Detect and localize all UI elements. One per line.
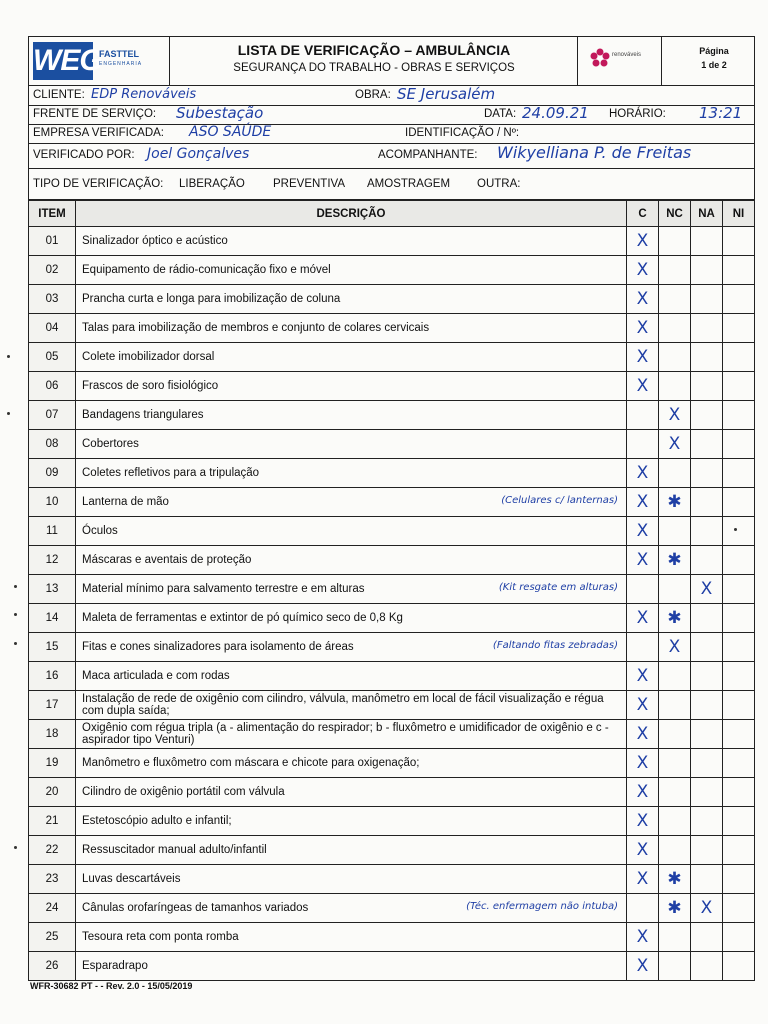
item-description: [76, 575, 627, 604]
item-description: [76, 749, 627, 778]
table-header-row: [29, 201, 755, 227]
mark-ni: [723, 401, 755, 430]
mark-nc: [659, 430, 691, 459]
obra-value: SE Jerusalém: [397, 85, 496, 103]
verificado-row: [29, 143, 754, 169]
table-row: [29, 894, 755, 923]
table-row: [29, 662, 755, 691]
horario-value: 13:21: [699, 104, 743, 122]
mark-c: [627, 691, 659, 720]
handwritten-note: (Faltando fitas zebradas): [492, 640, 618, 651]
check-mark: X: [636, 491, 649, 512]
item-number: 21: [29, 807, 76, 836]
item-description: [76, 401, 627, 430]
item-number: 20: [29, 778, 76, 807]
header-descricao: DESCRIÇÃO: [76, 201, 627, 227]
item-description: [76, 285, 627, 314]
table-row: [29, 952, 755, 981]
mark-na: [691, 546, 723, 575]
mark-nc: [659, 749, 691, 778]
mark-ni: [723, 894, 755, 923]
mark-nc: [659, 285, 691, 314]
weg-logo: WEG: [33, 42, 93, 80]
table-row: [29, 749, 755, 778]
check-mark: X: [668, 404, 681, 425]
item-number: 12: [29, 546, 76, 575]
mark-c: [627, 488, 659, 517]
mark-na: [691, 343, 723, 372]
item-number: 06: [29, 372, 76, 401]
mark-na: [691, 836, 723, 865]
verificado-value: Joel Gonçalves: [147, 146, 250, 162]
mark-ni: [723, 749, 755, 778]
mark-na: [691, 227, 723, 256]
mark-c: [627, 662, 659, 691]
mark-ni: [723, 604, 755, 633]
check-mark: X: [636, 607, 649, 628]
mark-c: [627, 372, 659, 401]
table-row: [29, 285, 755, 314]
mark-na: [691, 256, 723, 285]
mark-ni: [723, 372, 755, 401]
item-description-text: Ressuscitador manual adulto/infantil: [82, 844, 267, 856]
check-mark: X: [636, 694, 649, 715]
mark-na: [691, 285, 723, 314]
fasttel-logo: FASTTEL: [99, 49, 139, 59]
table-row: [29, 343, 755, 372]
margin-dot: [7, 355, 10, 358]
table-row: [29, 778, 755, 807]
item-description: [76, 952, 627, 981]
mark-ni: [723, 459, 755, 488]
check-mark: ✱: [667, 607, 682, 628]
acompanhante-value: Wikyelliana P. de Freitas: [497, 143, 692, 162]
check-mark: X: [700, 897, 713, 918]
mark-na: [691, 633, 723, 662]
mark-na: [691, 575, 723, 604]
item-description-text: Luvas descartáveis: [82, 873, 181, 885]
mark-na: [691, 430, 723, 459]
mark-c: [627, 575, 659, 604]
table-row: [29, 604, 755, 633]
table-row: [29, 430, 755, 459]
mark-na: [691, 749, 723, 778]
check-mark: X: [636, 259, 649, 280]
checklist-table: [28, 200, 755, 981]
mark-c: [627, 604, 659, 633]
margin-dot: [14, 642, 17, 645]
item-number: 04: [29, 314, 76, 343]
item-description: [76, 256, 627, 285]
check-mark: X: [636, 346, 649, 367]
handwritten-note: (Kit resgate em alturas): [498, 582, 618, 593]
item-number: 03: [29, 285, 76, 314]
page-number: 1 de 2: [701, 60, 727, 70]
item-description-text: Máscaras e aventais de proteção: [82, 554, 252, 566]
table-row: [29, 633, 755, 662]
check-mark: X: [636, 665, 649, 686]
data-value: 24.09.21: [522, 104, 589, 122]
mark-nc: [659, 256, 691, 285]
item-description-text: Cobertores: [82, 438, 139, 450]
tipo-amostragem: AMOSTRAGEM: [367, 178, 451, 190]
table-row: [29, 372, 755, 401]
item-description: [76, 633, 627, 662]
mark-ni: [723, 517, 755, 546]
mark-nc: [659, 517, 691, 546]
item-description-text: Cânulas orofaríngeas de tamanhos variados: [82, 902, 309, 914]
document-header: [28, 36, 755, 86]
mark-ni: [723, 778, 755, 807]
mark-na: [691, 604, 723, 633]
table-row: [29, 836, 755, 865]
mark-nc: [659, 575, 691, 604]
check-mark: X: [636, 549, 649, 570]
tipo-liberacao: LIBERAÇÃO: [179, 178, 245, 190]
item-description-text: Tesoura reta com ponta romba: [82, 931, 239, 943]
frente-label: FRENTE DE SERVIÇO:: [33, 108, 157, 120]
mark-c: [627, 285, 659, 314]
mark-ni: [723, 430, 755, 459]
check-mark: X: [636, 781, 649, 802]
mark-ni: [723, 546, 755, 575]
item-number: 07: [29, 401, 76, 430]
empresa-row: [29, 124, 754, 144]
handwritten-note: (Celulares c/ lanternas): [501, 495, 618, 506]
item-description: [76, 314, 627, 343]
mark-ni: [723, 952, 755, 981]
table-row: [29, 314, 755, 343]
mark-nc: [659, 488, 691, 517]
check-mark: X: [636, 955, 649, 976]
item-description: [76, 662, 627, 691]
mark-c: [627, 459, 659, 488]
mark-ni: [723, 807, 755, 836]
mark-na: [691, 778, 723, 807]
mark-ni: [723, 488, 755, 517]
mark-nc: [659, 546, 691, 575]
item-description-text: Instalação de rede de oxigênio com cilindro, válvula, manômetro em local de fácil visualização e régua com dupla saída;: [82, 693, 604, 717]
frente-value: Subestação: [176, 104, 264, 122]
margin-dot: [14, 846, 17, 849]
item-description-text: Maleta de ferramentas e extintor de pó químico seco de 0,8 Kg: [82, 612, 403, 624]
mark-nc: [659, 604, 691, 633]
item-description: [76, 807, 627, 836]
item-number: 14: [29, 604, 76, 633]
check-mark: X: [636, 752, 649, 773]
item-description-text: Frascos de soro fisiológico: [82, 380, 219, 392]
check-mark: X: [700, 578, 713, 599]
item-description-text: Sinalizador óptico e acústico: [82, 235, 228, 247]
header-ni: NI: [723, 201, 755, 227]
item-number: 16: [29, 662, 76, 691]
item-number: 02: [29, 256, 76, 285]
check-mark: X: [636, 288, 649, 309]
item-description-text: Colete imobilizador dorsal: [82, 351, 215, 363]
check-mark: X: [636, 230, 649, 251]
item-description: [76, 778, 627, 807]
item-number: 24: [29, 894, 76, 923]
mark-c: [627, 227, 659, 256]
mark-ni: [723, 575, 755, 604]
check-mark: X: [636, 317, 649, 338]
margin-dot: [14, 613, 17, 616]
mark-c: [627, 256, 659, 285]
check-mark: X: [636, 375, 649, 396]
mark-na: [691, 720, 723, 749]
item-number: 17: [29, 691, 76, 720]
item-number: 09: [29, 459, 76, 488]
check-mark: X: [668, 636, 681, 657]
item-description: [76, 604, 627, 633]
mark-c: [627, 894, 659, 923]
item-number: 11: [29, 517, 76, 546]
item-description-text: Material mínimo para salvamento terrestre e em alturas: [82, 583, 365, 595]
document-subtitle: SEGURANÇA DO TRABALHO - OBRAS E SERVIÇOS: [233, 62, 515, 74]
table-row: [29, 865, 755, 894]
mark-nc: [659, 459, 691, 488]
mark-nc: [659, 372, 691, 401]
empresa-label: EMPRESA VERIFICADA:: [33, 127, 165, 139]
mark-c: [627, 517, 659, 546]
mark-nc: [659, 662, 691, 691]
check-mark: ✱: [667, 897, 682, 918]
mark-nc: [659, 401, 691, 430]
info-block: [28, 86, 755, 200]
mark-nc: [659, 314, 691, 343]
mark-na: [691, 401, 723, 430]
margin-dot: [14, 585, 17, 588]
mark-nc: [659, 865, 691, 894]
mark-nc: [659, 894, 691, 923]
header-nc: NC: [659, 201, 691, 227]
item-description-text: Estetoscópio adulto e infantil;: [82, 815, 232, 827]
document-footer: WFR-30682 PT - - Rev. 2.0 - 15/05/2019: [30, 981, 193, 991]
item-number: 15: [29, 633, 76, 662]
mark-nc: [659, 227, 691, 256]
mark-na: [691, 923, 723, 952]
mark-ni: [723, 662, 755, 691]
item-description: [76, 517, 627, 546]
cliente-value: EDP Renováveis: [91, 87, 197, 102]
item-description: [76, 720, 627, 749]
margin-dot: [734, 528, 737, 531]
mark-c: [627, 314, 659, 343]
item-number: 01: [29, 227, 76, 256]
mark-na: [691, 372, 723, 401]
item-description: [76, 865, 627, 894]
cliente-row: [29, 86, 754, 106]
table-row: [29, 401, 755, 430]
table-row: [29, 256, 755, 285]
item-description-text: Talas para imobilização de membros e conjunto de colares cervicais: [82, 322, 430, 334]
check-mark: X: [636, 868, 649, 889]
mark-nc: [659, 720, 691, 749]
table-row: [29, 575, 755, 604]
check-mark: ✱: [667, 491, 682, 512]
mark-na: [691, 691, 723, 720]
mark-na: [691, 865, 723, 894]
mark-na: [691, 459, 723, 488]
data-label: DATA:: [484, 108, 517, 120]
mark-ni: [723, 256, 755, 285]
mark-c: [627, 952, 659, 981]
mark-na: [691, 517, 723, 546]
mark-nc: [659, 923, 691, 952]
table-row: [29, 517, 755, 546]
mark-nc: [659, 343, 691, 372]
check-mark: X: [636, 462, 649, 483]
mark-nc: [659, 778, 691, 807]
renovaveis-flower-icon: [589, 47, 611, 69]
empresa-value: ASO SAÚDE: [189, 124, 272, 140]
margin-dot: [7, 412, 10, 415]
tipo-label: TIPO DE VERIFICAÇÃO:: [33, 178, 164, 190]
check-mark: X: [636, 926, 649, 947]
item-description: [76, 923, 627, 952]
mark-nc: [659, 633, 691, 662]
mark-ni: [723, 633, 755, 662]
item-number: 18: [29, 720, 76, 749]
item-description-text: Maca articulada e com rodas: [82, 670, 230, 682]
item-description: [76, 227, 627, 256]
mark-ni: [723, 343, 755, 372]
mark-c: [627, 923, 659, 952]
item-description-text: Cilindro de oxigênio portátil com válvula: [82, 786, 285, 798]
item-description-text: Equipamento de rádio-comunicação fixo e móvel: [82, 264, 331, 276]
mark-ni: [723, 720, 755, 749]
item-description: [76, 459, 627, 488]
item-description-text: Esparadrapo: [82, 960, 148, 972]
mark-c: [627, 401, 659, 430]
item-description-text: Lanterna de mão: [82, 496, 169, 508]
item-description: [76, 488, 627, 517]
check-mark: X: [668, 433, 681, 454]
check-mark: X: [636, 810, 649, 831]
mark-nc: [659, 952, 691, 981]
mark-na: [691, 314, 723, 343]
mark-c: [627, 865, 659, 894]
check-mark: X: [636, 723, 649, 744]
table-row: [29, 459, 755, 488]
check-mark: ✱: [667, 868, 682, 889]
item-number: 23: [29, 865, 76, 894]
mark-na: [691, 662, 723, 691]
page-label: Página: [699, 46, 729, 56]
mark-nc: [659, 691, 691, 720]
renovaveis-logo-text: renováveis: [612, 52, 642, 58]
mark-na: [691, 807, 723, 836]
mark-c: [627, 343, 659, 372]
frente-row: [29, 105, 754, 125]
mark-ni: [723, 285, 755, 314]
mark-ni: [723, 865, 755, 894]
mark-c: [627, 546, 659, 575]
mark-ni: [723, 691, 755, 720]
horario-label: HORÁRIO:: [609, 108, 666, 120]
mark-c: [627, 633, 659, 662]
check-mark: X: [636, 520, 649, 541]
obra-label: OBRA:: [355, 89, 391, 101]
handwritten-note: (Téc. enfermagem não intuba): [466, 901, 618, 912]
item-description: [76, 546, 627, 575]
item-description: [76, 343, 627, 372]
document-title: LISTA DE VERIFICAÇÃO – AMBULÂNCIA: [237, 42, 511, 58]
mark-ni: [723, 923, 755, 952]
mark-na: [691, 488, 723, 517]
table-row: [29, 923, 755, 952]
table-row: [29, 227, 755, 256]
tipo-row: [29, 168, 754, 199]
item-number: 10: [29, 488, 76, 517]
header-item: ITEM: [29, 201, 76, 227]
item-description-text: Óculos: [82, 525, 118, 537]
item-description: [76, 372, 627, 401]
mark-nc: [659, 807, 691, 836]
mark-c: [627, 778, 659, 807]
mark-ni: [723, 836, 755, 865]
item-description-text: Bandagens triangulares: [82, 409, 204, 421]
check-mark: X: [636, 839, 649, 860]
header-na: NA: [691, 201, 723, 227]
item-description-text: Oxigênio com régua tripla (a - alimentação do respirador; b - fluxômetro e umidificador de oxigênio e c - aspirador tipo Venturi): [82, 722, 609, 746]
table-row: [29, 488, 755, 517]
item-number: 05: [29, 343, 76, 372]
table-row: [29, 720, 755, 749]
table-row: [29, 807, 755, 836]
item-number: 08: [29, 430, 76, 459]
item-description: [76, 894, 627, 923]
check-mark: ✱: [667, 549, 682, 570]
tipo-outra: OUTRA:: [477, 178, 521, 190]
mark-c: [627, 430, 659, 459]
mark-c: [627, 807, 659, 836]
table-row: [29, 546, 755, 575]
identificacao-label: IDENTIFICAÇÃO / Nº:: [405, 127, 520, 139]
mark-nc: [659, 836, 691, 865]
item-description: [76, 691, 627, 720]
mark-c: [627, 836, 659, 865]
item-description-text: Fitas e cones sinalizadores para isolamento de áreas: [82, 641, 354, 653]
mark-na: [691, 894, 723, 923]
item-number: 19: [29, 749, 76, 778]
mark-ni: [723, 227, 755, 256]
item-description: [76, 836, 627, 865]
cliente-label: CLIENTE:: [33, 89, 85, 101]
item-number: 25: [29, 923, 76, 952]
item-number: 22: [29, 836, 76, 865]
fasttel-logo-sub: ENGENHARIA: [99, 61, 143, 67]
item-number: 13: [29, 575, 76, 604]
item-description: [76, 430, 627, 459]
item-description-text: Manômetro e fluxômetro com máscara e chicote para oxigenação;: [82, 757, 420, 769]
mark-c: [627, 749, 659, 778]
table-row: [29, 691, 755, 720]
tipo-preventiva: PREVENTIVA: [273, 178, 345, 190]
acompanhante-label: ACOMPANHANTE:: [378, 149, 478, 161]
item-description-text: Coletes refletivos para a tripulação: [82, 467, 260, 479]
item-description-text: Prancha curta e longa para imobilização de coluna: [82, 293, 341, 305]
verificado-label: VERIFICADO POR:: [33, 149, 135, 161]
item-number: 26: [29, 952, 76, 981]
mark-ni: [723, 314, 755, 343]
mark-na: [691, 952, 723, 981]
mark-c: [627, 720, 659, 749]
header-c: C: [627, 201, 659, 227]
